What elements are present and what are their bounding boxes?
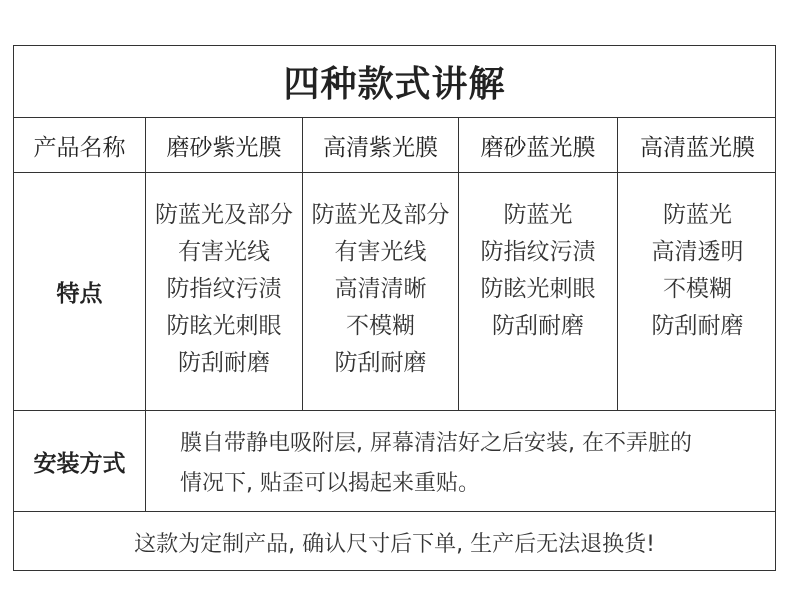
feature-item: 防刮耐磨 bbox=[651, 313, 744, 339]
features-row bbox=[14, 173, 775, 411]
header-label-cell bbox=[14, 118, 146, 172]
feature-item: 防眩光刺眼 bbox=[166, 313, 282, 339]
features-cell bbox=[146, 173, 303, 410]
product-name: 高清蓝光膜 bbox=[640, 134, 755, 161]
feature-item: 防刮耐磨 bbox=[178, 350, 270, 376]
feature-list bbox=[652, 197, 744, 345]
feature-item: 防指纹污渍 bbox=[480, 239, 596, 265]
feature-item: 不模糊 bbox=[346, 313, 415, 339]
custom-order-notice: 这款为定制产品, 确认尺寸后下单, 生产后无法退换货! bbox=[134, 531, 655, 557]
features-cell bbox=[459, 173, 618, 410]
install-row bbox=[14, 411, 775, 512]
install-instructions bbox=[146, 411, 777, 511]
product-name-cell bbox=[303, 118, 459, 172]
product-name: 磨砂紫光膜 bbox=[166, 134, 282, 161]
product-name-cell bbox=[459, 118, 618, 172]
feature-item: 防蓝光及部分 bbox=[155, 202, 293, 228]
feature-item: 高清清晰 bbox=[334, 276, 427, 302]
feature-item: 高清透明 bbox=[651, 239, 744, 265]
feature-item: 防蓝光 bbox=[663, 202, 732, 228]
feature-list bbox=[312, 197, 450, 382]
footer-row bbox=[14, 512, 775, 572]
install-label-cell bbox=[14, 411, 146, 511]
product-style-table bbox=[13, 45, 776, 571]
feature-list bbox=[155, 197, 293, 382]
header-row bbox=[14, 118, 775, 173]
features-label-cell bbox=[14, 173, 146, 410]
features-cell bbox=[618, 173, 777, 410]
feature-item: 防蓝光 bbox=[503, 202, 573, 228]
table-title: 四种款式讲解 bbox=[14, 46, 775, 118]
feature-item: 防刮耐磨 bbox=[334, 350, 427, 376]
feature-item: 有害光线 bbox=[178, 239, 270, 265]
product-name-cell bbox=[618, 118, 777, 172]
header-label: 产品名称 bbox=[33, 134, 126, 161]
feature-item: 防蓝光及部分 bbox=[311, 202, 450, 228]
feature-item: 防眩光刺眼 bbox=[480, 276, 596, 302]
features-label: 特点 bbox=[56, 281, 103, 307]
install-line: 情况下, 贴歪可以揭起来重贴。 bbox=[180, 471, 480, 496]
install-line: 膜自带静电吸附层, 屏幕清洁好之后安装, 在不弄脏的 bbox=[180, 431, 692, 456]
product-name-cell bbox=[146, 118, 303, 172]
features-cell bbox=[303, 173, 459, 410]
feature-item: 有害光线 bbox=[334, 239, 427, 265]
feature-item: 不模糊 bbox=[663, 276, 732, 302]
product-name: 高清紫光膜 bbox=[323, 134, 438, 161]
feature-list bbox=[481, 197, 596, 345]
product-name: 磨砂蓝光膜 bbox=[480, 134, 596, 161]
install-label: 安装方式 bbox=[33, 450, 126, 477]
feature-item: 防刮耐磨 bbox=[492, 313, 584, 339]
feature-item: 防指纹污渍 bbox=[166, 276, 282, 302]
